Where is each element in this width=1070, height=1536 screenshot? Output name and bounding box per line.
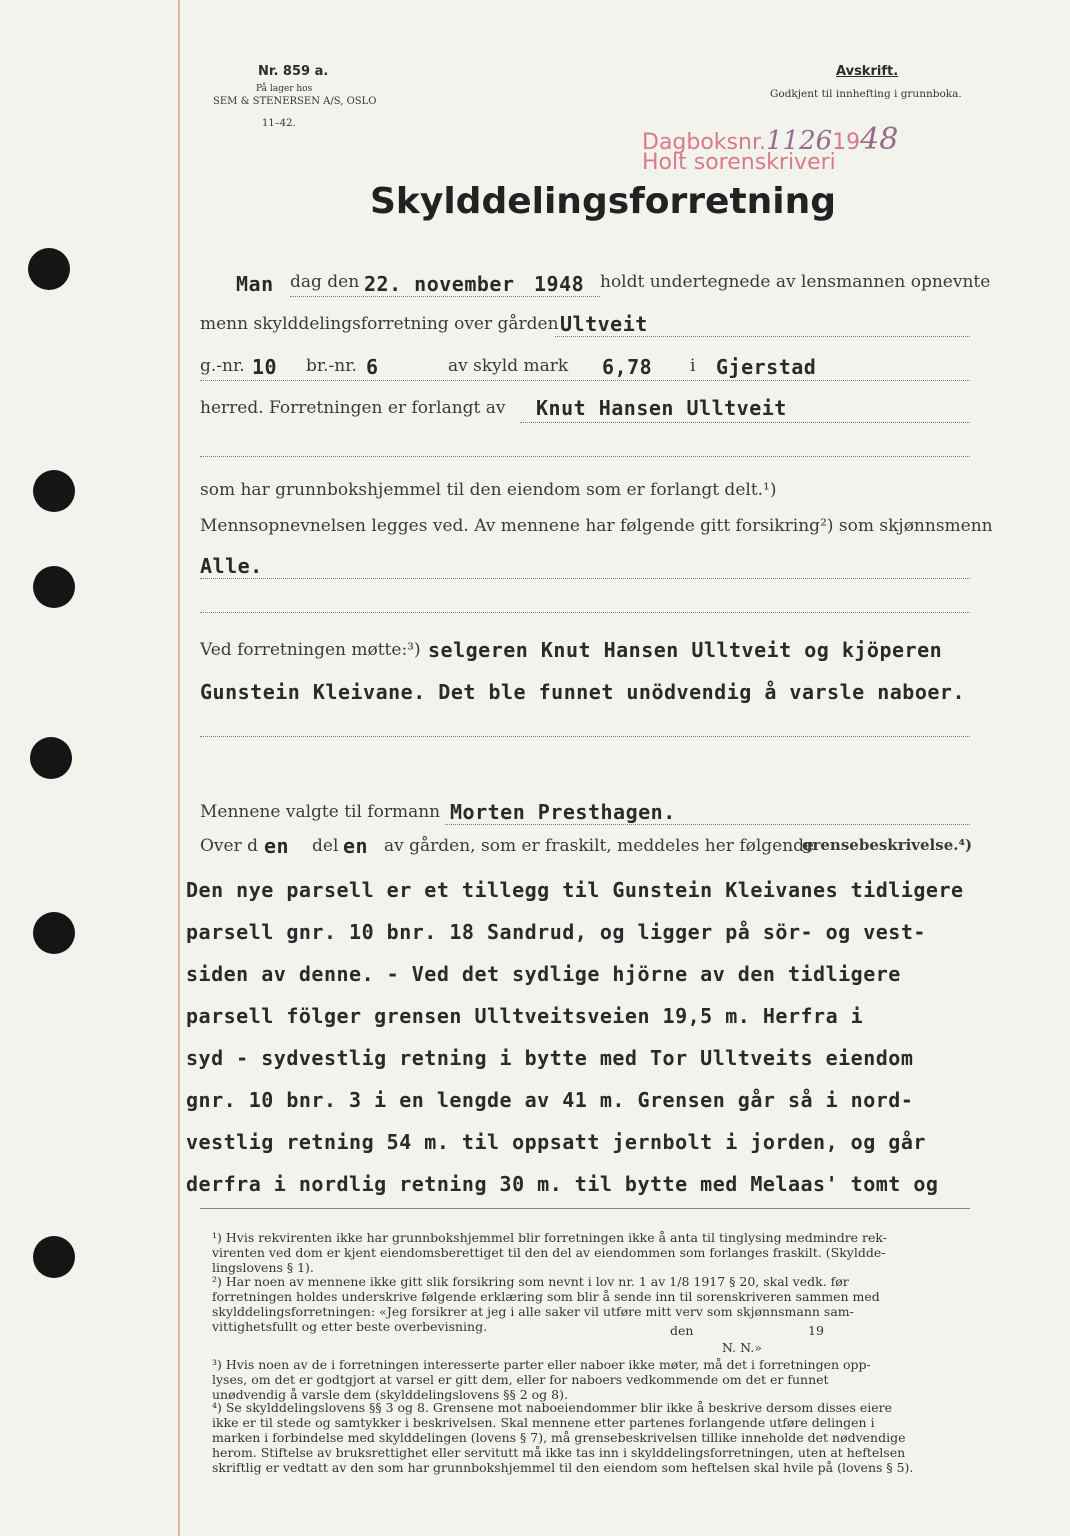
punch-hole bbox=[30, 737, 72, 779]
requester: Knut Hansen Ulltveit bbox=[536, 396, 787, 420]
fill-rule bbox=[200, 736, 970, 737]
footnote-2: ²) Har noen av mennene ikke gitt slik forsikring som nevnt i lov nr. 1 av 1/8 1917 § 20, skal vedk. før forretningen holdes underskrive følgende erklæring som blir å sende inn til sorenskriveren sammen med skylddelingsforretningen: «Jeg forsikrer at jeg i alle saker vil utføre mitt verv som skjønnsmann sam- vittighetsfullt og etter beste overbevisning. bbox=[212, 1274, 880, 1334]
publisher-name: SEM & STENERSEN A/S, OSLO bbox=[213, 96, 377, 107]
margin-line bbox=[178, 0, 180, 1536]
registry-stamp-line1: Dagboksnr.11261948 bbox=[642, 122, 899, 157]
description-line: derfra i nordlig retning 30 m. til bytte med Melaas' tomt og bbox=[186, 1172, 939, 1196]
fill-rule bbox=[290, 296, 600, 297]
line2-text: menn skylddelingsforretning over gården bbox=[200, 314, 559, 334]
description-line: Den nye parsell er et tillegg til Gunstein Kleivanes tidligere bbox=[186, 878, 964, 902]
assurance-names: Alle. bbox=[200, 554, 263, 578]
description-line: vestlig retning 54 m. til oppsatt jernbolt i jorden, og går bbox=[186, 1130, 926, 1154]
chairman: Morten Presthagen. bbox=[450, 800, 676, 824]
date: 22. november bbox=[364, 272, 515, 296]
weekday: Man bbox=[236, 272, 274, 296]
fill-rule bbox=[200, 612, 970, 613]
line6-text: Mennsopnevnelsen legges ved. Av mennene har følgende gitt forsikring²) som skjønnsmenn bbox=[200, 516, 993, 536]
bnr-label: br.-nr. bbox=[306, 356, 357, 376]
fill-rule bbox=[520, 422, 970, 423]
del-typed: en bbox=[343, 834, 369, 858]
gnr-value: 10 bbox=[252, 355, 278, 379]
fill-rule bbox=[555, 336, 970, 337]
footnote-4: ⁴) Se skylddelingslovens §§ 3 og 8. Grensene mot naboeiendommer blir ikke å beskrive dersom disses eiere ikke er til stede og samtykker i beskrivelsen. Skal mennene etter partenes forlangende utføre delingen i marken i forbindelse med skylddelingen (lovens § 7), må grensebeskrivelsen tillike inneholde det nødvendige herom. Stiftelse av bruksrettighet eller servitutt må ikke tas inn i skylddelingsforretningen, uten at heftelsen skriftlig er vedtatt av den som har grunnbokshjemmel til den eiendom som heftelsen skal hvile på (lovens § 5). bbox=[212, 1400, 914, 1475]
footnote-2-signature: N. N.» bbox=[722, 1340, 762, 1355]
line4-text: herred. Forretningen er forlangt av bbox=[200, 398, 506, 418]
footnote-separator bbox=[200, 1208, 970, 1209]
punch-hole bbox=[28, 248, 70, 290]
fill-rule bbox=[200, 578, 970, 579]
over-typed: en bbox=[264, 834, 290, 858]
year: 1948 bbox=[534, 272, 585, 296]
gnr-label: g.-nr. bbox=[200, 356, 245, 376]
description-line: parsell fölger grensen Ulltveitsveien 19,5 m. Herfra i bbox=[186, 1004, 864, 1028]
footnote-2-den: den bbox=[670, 1323, 694, 1338]
boundary-label: grensebeskrivelse.⁴) bbox=[802, 836, 973, 854]
bnr-value: 6 bbox=[366, 355, 379, 379]
copy-label: Avskrift. bbox=[836, 64, 899, 79]
fill-rule bbox=[200, 456, 970, 457]
fill-rule bbox=[445, 824, 970, 825]
del-label: del bbox=[312, 836, 339, 856]
i-label: i bbox=[690, 356, 696, 376]
description-line: parsell gnr. 10 bnr. 18 Sandrud, og ligger på sör- og vest- bbox=[186, 920, 926, 944]
municipality: Gjerstad bbox=[716, 355, 817, 379]
fill-rule bbox=[200, 380, 970, 381]
line11-text: av gården, som er fraskilt, meddeles her følgende bbox=[384, 836, 815, 856]
farm-name: Ultveit bbox=[560, 312, 648, 336]
attendees-continued: Gunstein Kleivane. Det ble funnet unödvendig å varsle naboer. bbox=[200, 680, 966, 704]
skyld-label: av skyld mark bbox=[448, 356, 569, 376]
footnote-2-year: 19 bbox=[808, 1323, 824, 1338]
form-number: Nr. 859 a. bbox=[258, 64, 329, 79]
line1-text: holdt undertegnede av lensmannen opnevnte bbox=[600, 272, 991, 292]
line10-text: Mennene valgte til formann bbox=[200, 802, 441, 822]
document-title: Skylddelingsforretning bbox=[370, 181, 837, 222]
description-line: siden av denne. - Ved det sydlige hjörne av den tidligere bbox=[186, 962, 901, 986]
approval-text: Godkjent til innhefting i grunnboka. bbox=[770, 88, 962, 100]
punch-hole bbox=[33, 912, 75, 954]
line5-text: som har grunnbokshjemmel til den eiendom som er forlangt delt.¹) bbox=[200, 480, 777, 500]
line8-text: Ved forretningen møtte:³) bbox=[200, 640, 421, 660]
description-line: syd - sydvestlig retning i bytte med Tor Ulltveits eiendom bbox=[186, 1046, 914, 1070]
punch-hole bbox=[33, 566, 75, 608]
description-line: gnr. 10 bnr. 3 i en lengde av 41 m. Grensen går så i nord- bbox=[186, 1088, 914, 1112]
punch-hole bbox=[33, 1236, 75, 1278]
publisher-line: På lager hos bbox=[256, 84, 313, 94]
registry-stamp-line2: Holt sorenskriveri bbox=[642, 150, 836, 175]
attendees: selgeren Knut Hansen Ulltveit og kjöperen bbox=[428, 638, 943, 662]
skyld-value: 6,78 bbox=[602, 355, 653, 379]
footnote-1: ¹) Hvis rekvirenten ikke har grunnbokshjemmel blir forretningen ikke å anta til tinglysing medmindre rek- virenten ved dom er kjent eiendomsberettiget til den del av eiendommen som forlanges fraskilt. (Skyldde- lingslovens § 1). bbox=[212, 1230, 887, 1275]
over-label: Over d bbox=[200, 836, 259, 856]
punch-hole bbox=[33, 470, 75, 512]
dag-den-label: dag den bbox=[290, 272, 360, 292]
footnote-3: ³) Hvis noen av de i forretningen interesserte parter eller naboer ikke møter, må det i forretningen opp- lyses, om det er godtgjort at varsel er gitt dem, eller for naboers vedkommende om det er funnet unødvendig å varsle dem (skylddelingslovens §§ 2 og 8). bbox=[212, 1357, 871, 1402]
print-date: 11–42. bbox=[262, 118, 296, 129]
